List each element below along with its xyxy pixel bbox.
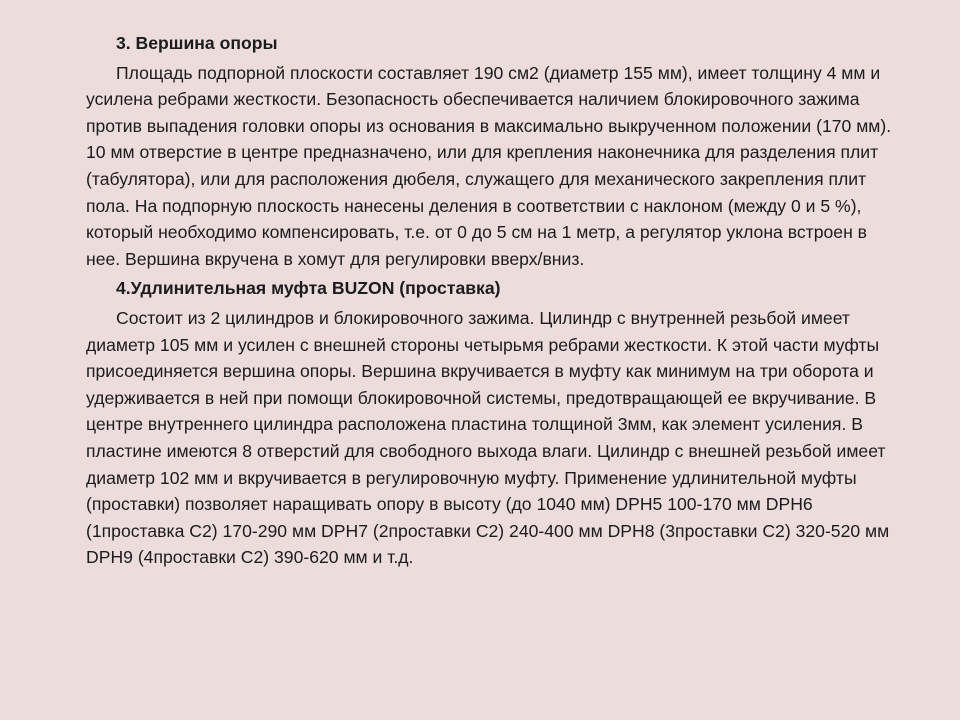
section-4-body: Состоит из 2 цилиндров и блокировочного зажима. Цилиндр с внутренней резьбой имеет диаметр 105 мм и усилен с внешней стороны четырьмя ребрами жесткости. К этой части муфты присоединяется вершина опоры. Вершина вкручивается в муфту как минимум на три оборота и удерживается в ней при помощи блокировочной системы, предотвращающей ее вкручивание. В центре внутреннего цилиндра расположена пластина толщиной 3мм, как элемент усиления. В пластине имеются 8 отверстий для свободного выхода влаги. Цилиндр с внешней резьбой имеет диаметр 102 мм и вкручивается в регулировочную муфту. Применение удлинительной муфты (проставки) позволяет наращивать опору в высоту (до 1040 мм) DPH5 100-170 мм DPH6 (1проставка С2) 170-290 мм DPH7 (2проставки С2) 240-400 мм DPH8 (3проставки С2) 320-520 мм DPH9 (4проставки С2) 390-620 мм и т.д.: [86, 307, 890, 568]
slide-content: [86, 30, 904, 574]
section-3-body: Площадь подпорной плоскости составляет 190 см2 (диаметр 155 мм), имеет толщину 4 мм и усилена ребрами жесткости. Безопасность обеспечивается наличием блокировочного зажима против выпадения головки опоры из основания в максимально выкрученном положении (170 мм). 10 мм отверстие в центре предназначено, или для крепления наконечника для разделения плит (табулятора), или для расположения дюбеля, служащего для механического закрепления плит пола. На подпорную плоскость нанесены деления в соответствии с наклоном (между 0 и 5 %), который необходимо компенсировать, т.е. от 0 до 5 см на 1 метр, а регулятор уклона встроен в нее. Вершина вкручена в хомут для регулировки вверх/вниз.: [86, 62, 892, 269]
section-3-heading: 3. Вершина опоры: [116, 33, 278, 53]
section-4-heading: 4.Удлинительная муфта BUZON (проставка): [116, 278, 501, 299]
